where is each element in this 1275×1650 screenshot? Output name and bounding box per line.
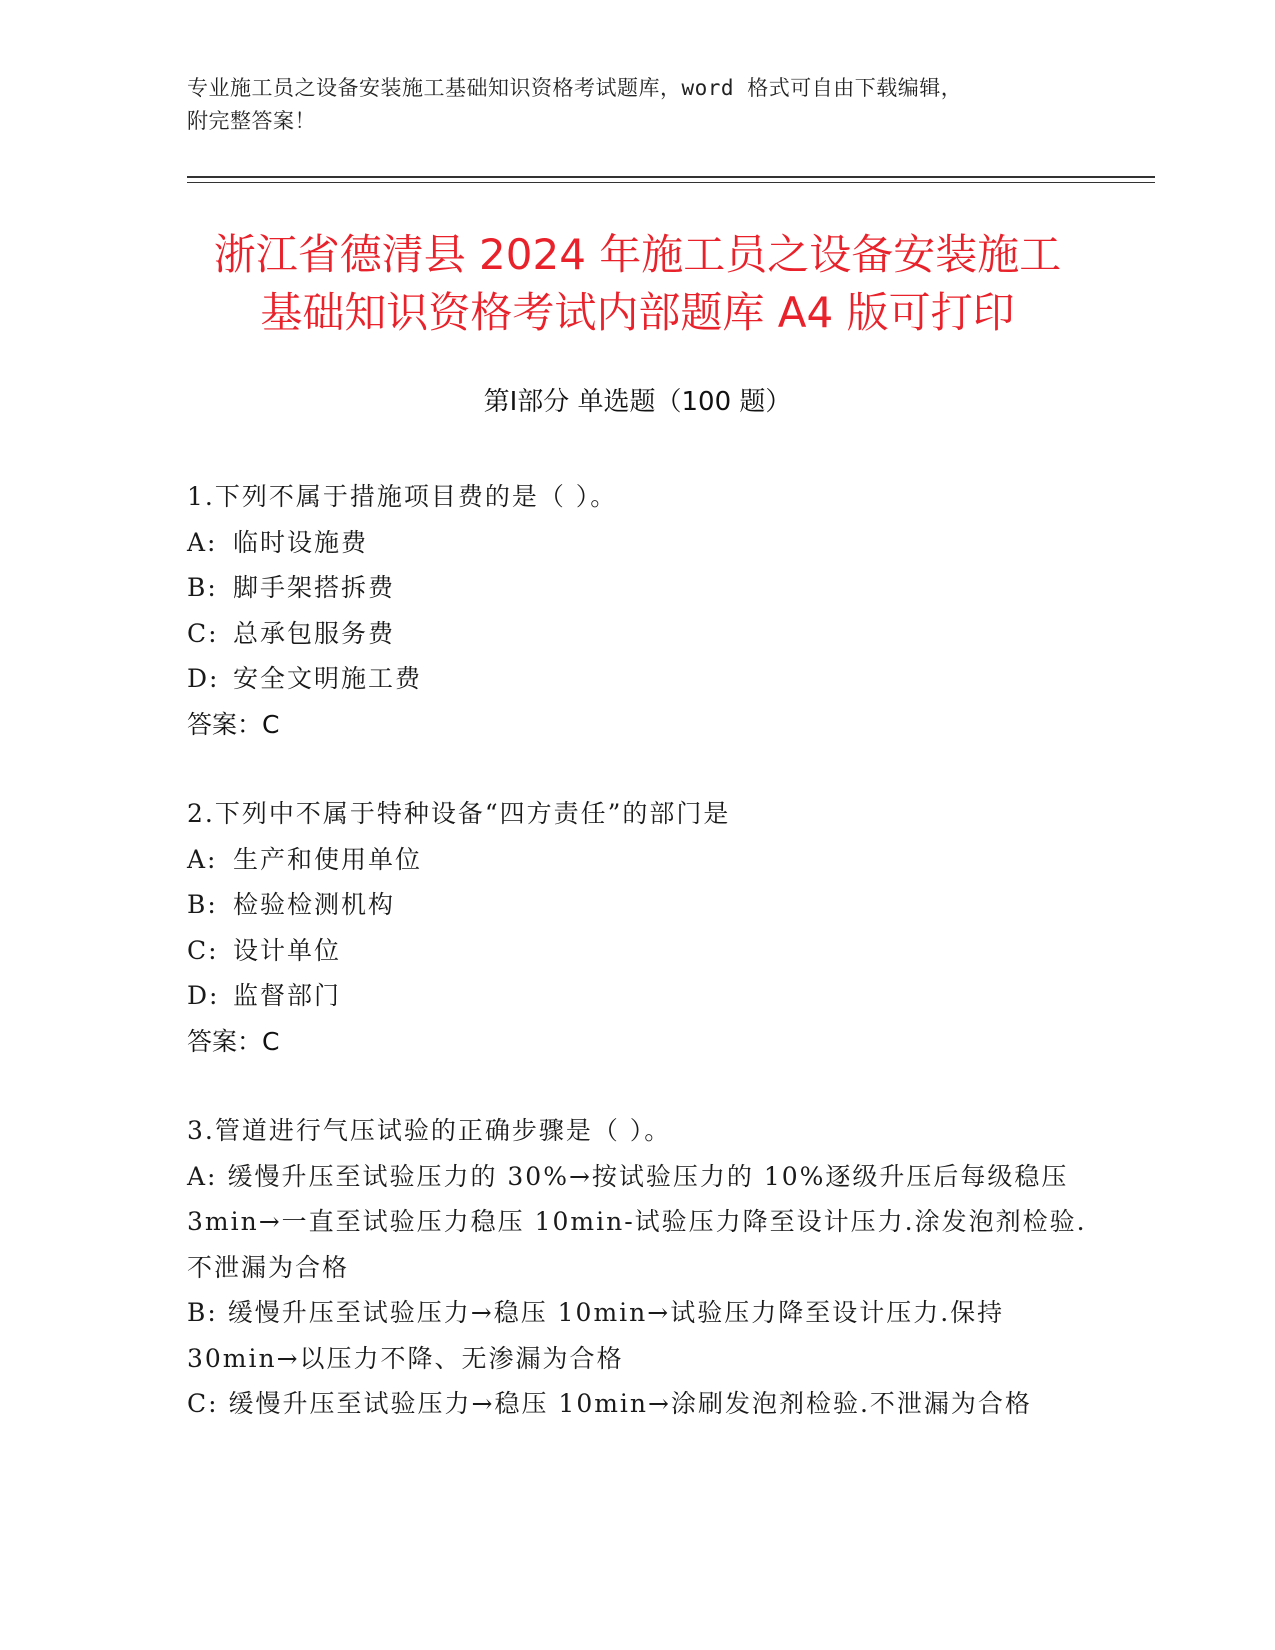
option-label: A: xyxy=(187,527,218,557)
question-stem: 3.管道进行气压试验的正确步骤是（ ）。 xyxy=(187,1116,672,1145)
document-title-line-2: 基础知识资格考试内部题库 A4 版可打印 xyxy=(260,288,1015,337)
question-list xyxy=(187,474,1087,1471)
question-stem: 1.下列不属于措施项目费的是（ ）。 xyxy=(187,482,618,511)
option-a xyxy=(187,837,1087,883)
option-b xyxy=(187,565,1087,611)
answer-text: 答案：C xyxy=(187,1026,280,1056)
option-label: B: xyxy=(187,890,218,919)
option-label: D: xyxy=(187,981,220,1010)
option-label: C: xyxy=(187,1389,219,1418)
option-label: C: xyxy=(187,935,219,965)
option-text: 脚手架搭拆费 xyxy=(233,573,396,602)
option-text: 生产和使用单位 xyxy=(233,844,423,874)
option-label: C: xyxy=(187,618,219,648)
question-1 xyxy=(187,474,1087,747)
option-label: D: xyxy=(187,664,220,693)
option-text: 检验检测机构 xyxy=(233,890,396,919)
option-text: 设计单位 xyxy=(233,935,342,965)
question-2 xyxy=(187,791,1087,1064)
option-text: 缓慢升压至试验压力的 30%→按试验压力的 10%逐级升压后每级稳压 3min→一直至试验压力稳压 10min-试验压力降至设计压力.涂发泡剂检验.不泄漏为合格 xyxy=(187,1161,1087,1282)
question-stem: 2.下列中不属于特种设备“四方责任”的部门是 xyxy=(187,799,731,828)
answer-text: 答案：C xyxy=(187,709,280,739)
question-3 xyxy=(187,1108,1087,1427)
option-c xyxy=(187,611,1087,657)
option-text: 监督部门 xyxy=(233,981,342,1010)
header-note xyxy=(187,72,1077,138)
document-title-line-1: 浙江省德清县 2024 年施工员之设备安装施工 xyxy=(213,230,1062,279)
option-label: A: xyxy=(187,1161,218,1191)
option-text: 缓慢升压至试验压力→稳压 10min→涂刷发泡剂检验.不泄漏为合格 xyxy=(228,1389,1032,1418)
document-title xyxy=(150,226,1125,342)
option-c xyxy=(187,928,1087,974)
option-label: B: xyxy=(187,573,218,602)
option-a xyxy=(187,520,1087,566)
option-c xyxy=(187,1381,1087,1427)
option-b xyxy=(187,882,1087,928)
option-b xyxy=(187,1290,1087,1381)
option-a xyxy=(187,1154,1087,1291)
header-divider-thin xyxy=(187,182,1155,183)
section-title: 第Ⅰ部分 单选题（100 题） xyxy=(483,387,792,417)
header-note-line-2: 附完整答案！ xyxy=(187,109,316,133)
header-note-line-1: 专业施工员之设备安装施工基础知识资格考试题库，word 格式可自由下载编辑， xyxy=(187,76,963,100)
option-text: 总承包服务费 xyxy=(233,618,396,648)
option-d xyxy=(187,973,1087,1019)
option-label: A: xyxy=(187,844,218,874)
header-divider-thick xyxy=(187,176,1155,178)
option-label: B: xyxy=(187,1298,218,1327)
option-text: 临时设施费 xyxy=(233,527,369,557)
option-text: 缓慢升压至试验压力→稳压 10min→试验压力降至设计压力.保持 30min→以压力不降、无渗漏为合格 xyxy=(187,1298,1005,1373)
option-d xyxy=(187,656,1087,702)
option-text: 安全文明施工费 xyxy=(233,664,423,693)
